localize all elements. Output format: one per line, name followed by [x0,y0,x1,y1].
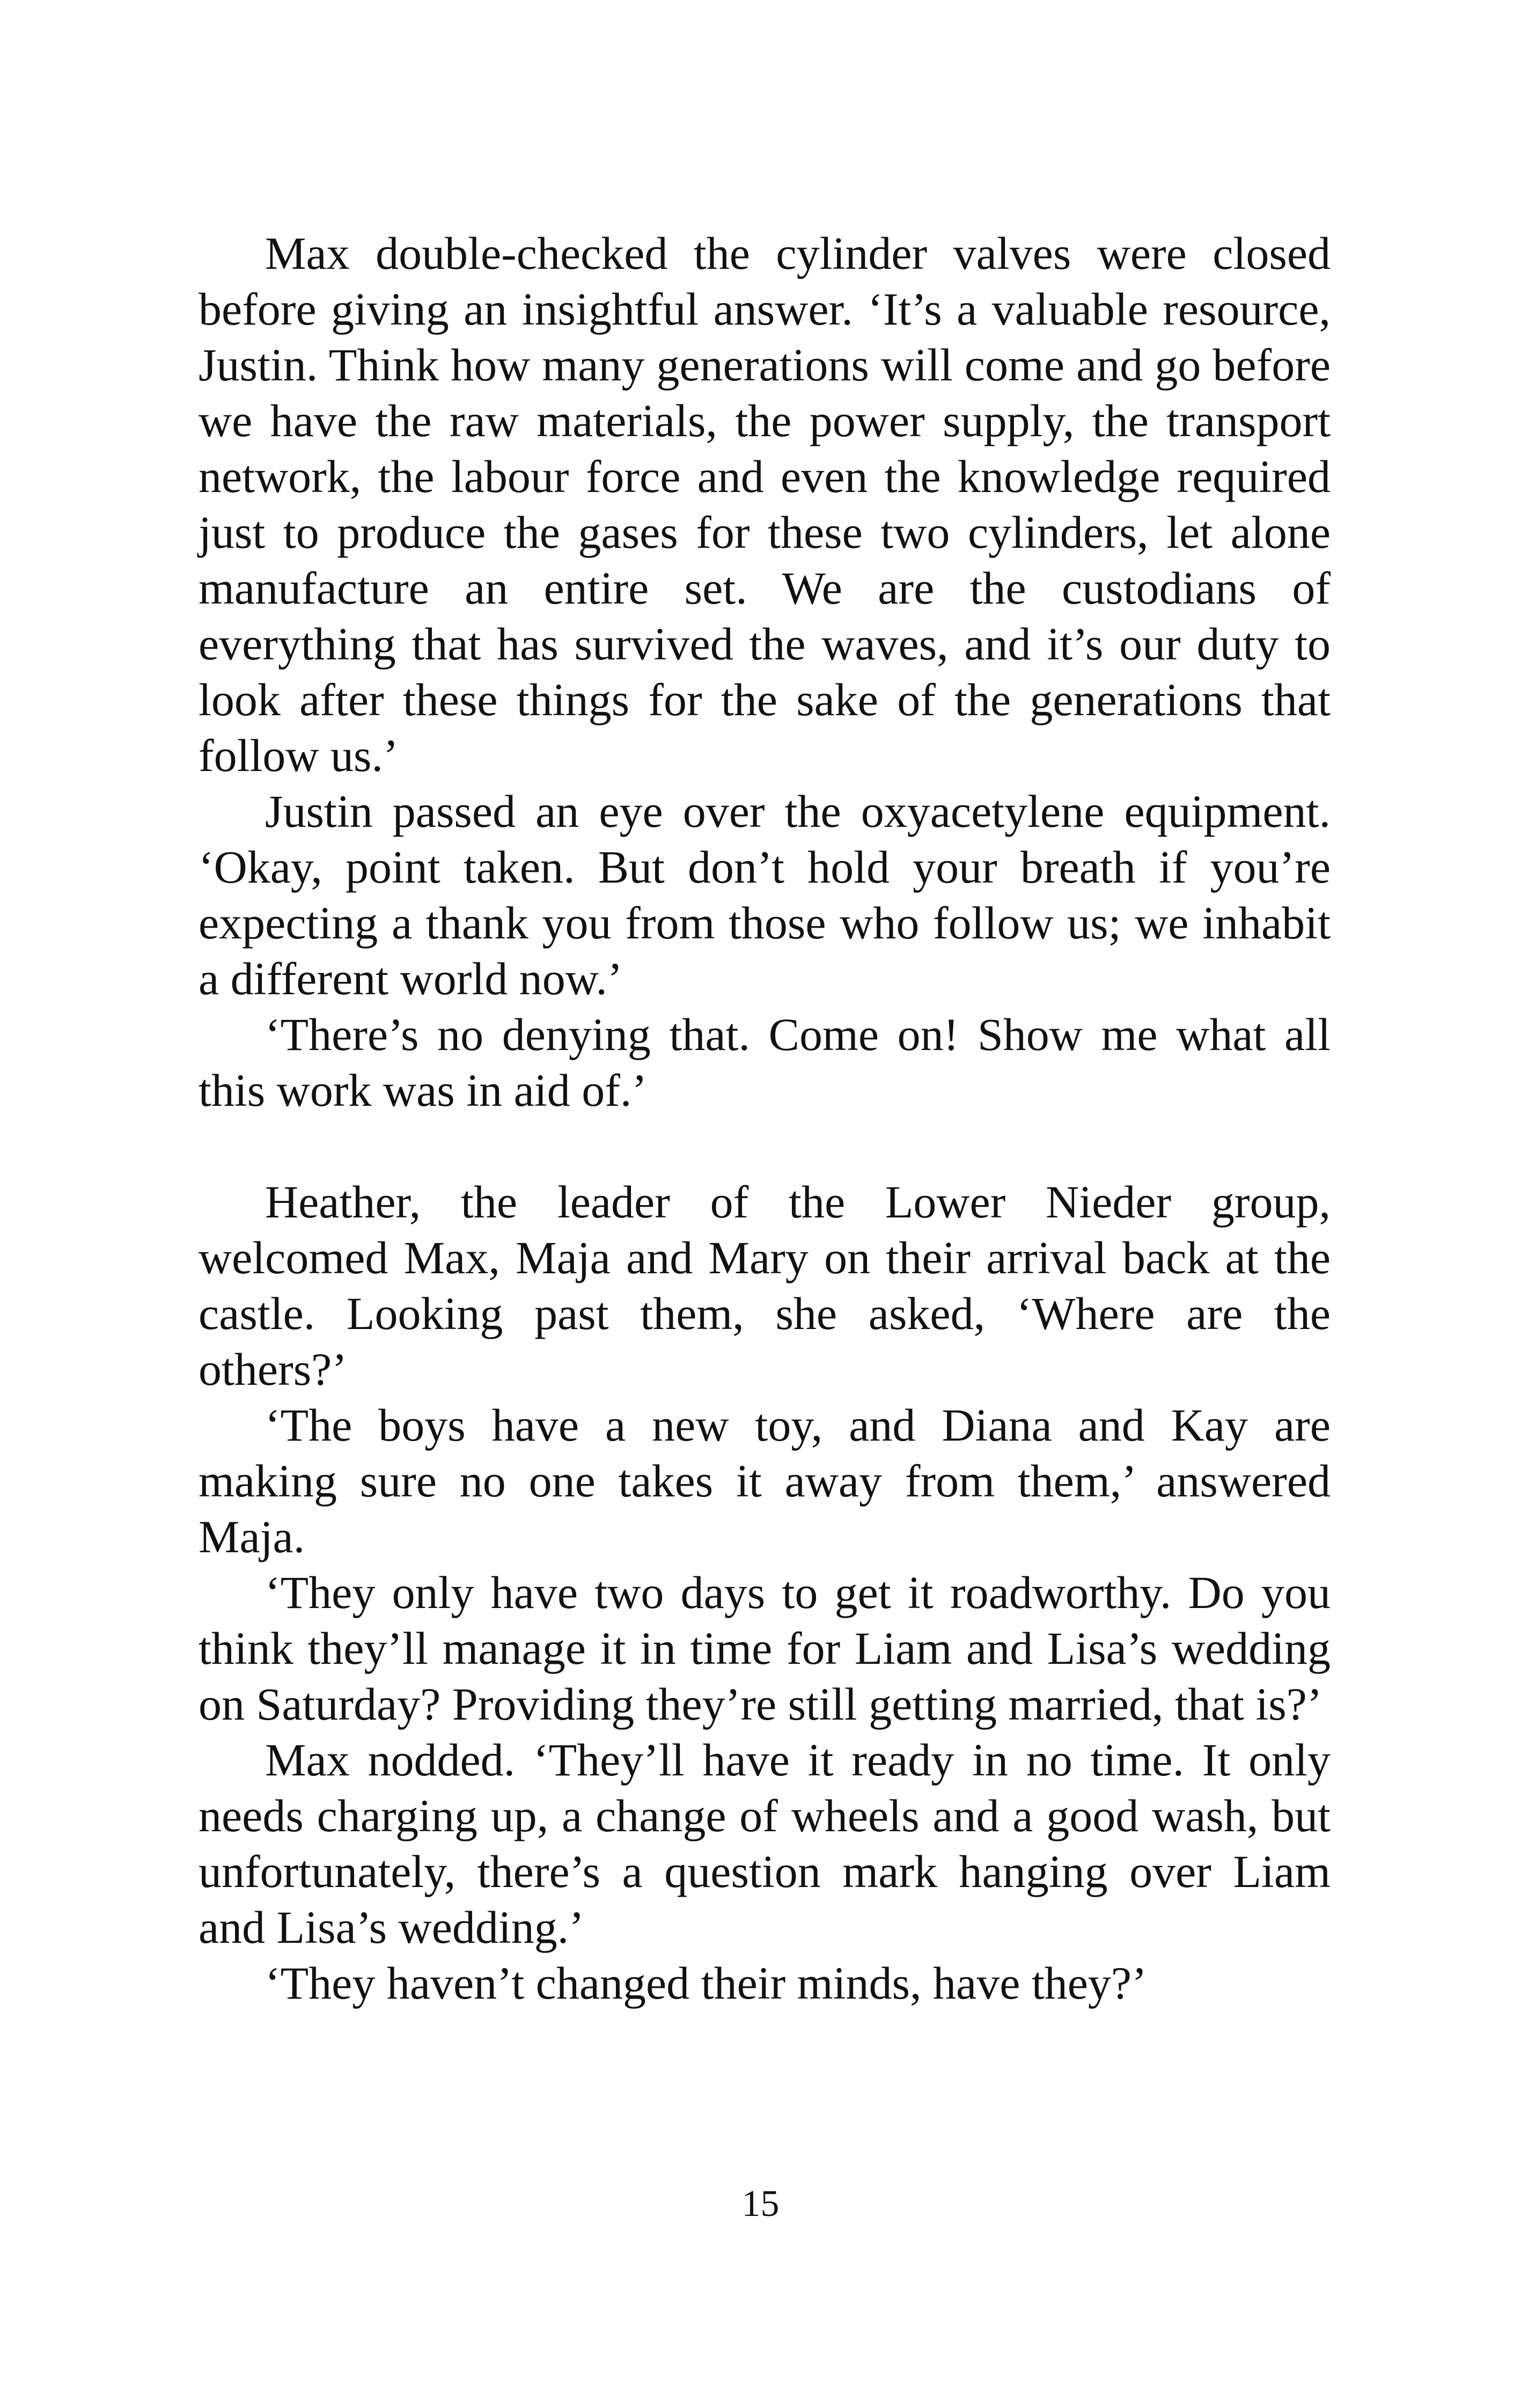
paragraph: Heather, the leader of the Lower Nieder group, welcomed Max, Maja and Mary on their arrival back at the castle. Looking past them, she asked, ‘Where are the others?’ [199,1176,1331,1395]
paragraph: ‘The boys have a new toy, and Diana and Kay are making sure no one takes it away from them,’ answered Maja. [199,1399,1331,1562]
paragraph: ‘They only have two days to get it roadworthy. Do you think they’ll manage it in time for Liam and Lisa’s wedding on Saturday? Providing they’re still getting married, that is?’ [199,1567,1331,1730]
page-number: 15 [741,2183,780,2225]
body-text [199,225,1331,2011]
paragraph: Max nodded. ‘They’ll have it ready in no time. It only needs charging up, a change of wheels and a good wash, but unfortunately, there’s a question mark hanging over Liam and Lisa’s wedding.’ [199,1734,1331,1953]
paragraph: Justin passed an eye over the oxyacetylene equipment. ‘Okay, point taken. But don’t hold your breath if you’re expecting a thank you from those who follow us; we inhabit a different world now.’ [199,785,1331,1004]
scene-break [199,1118,1331,1174]
paragraph: ‘There’s no denying that. Come on! Show me what all this work was in aid of.’ [199,1009,1331,1116]
paragraph: ‘They haven’t changed their minds, have they?’ [265,1957,1147,2009]
paragraph: Max double-checked the cylinder valves were closed before giving an insightful answer. ‘It’s a valuable resource, Justin. Think how many generations will come and go before we have the raw materials, the power supply, the transport network, the labour force and even the knowledge required just to produce the gases for these two cylinders, let alone manufacture an entire set. We are the custodians of everything that has survived the waves, and it’s our duty to look after these things for the sake of the generations that follow us.’ [199,227,1331,781]
